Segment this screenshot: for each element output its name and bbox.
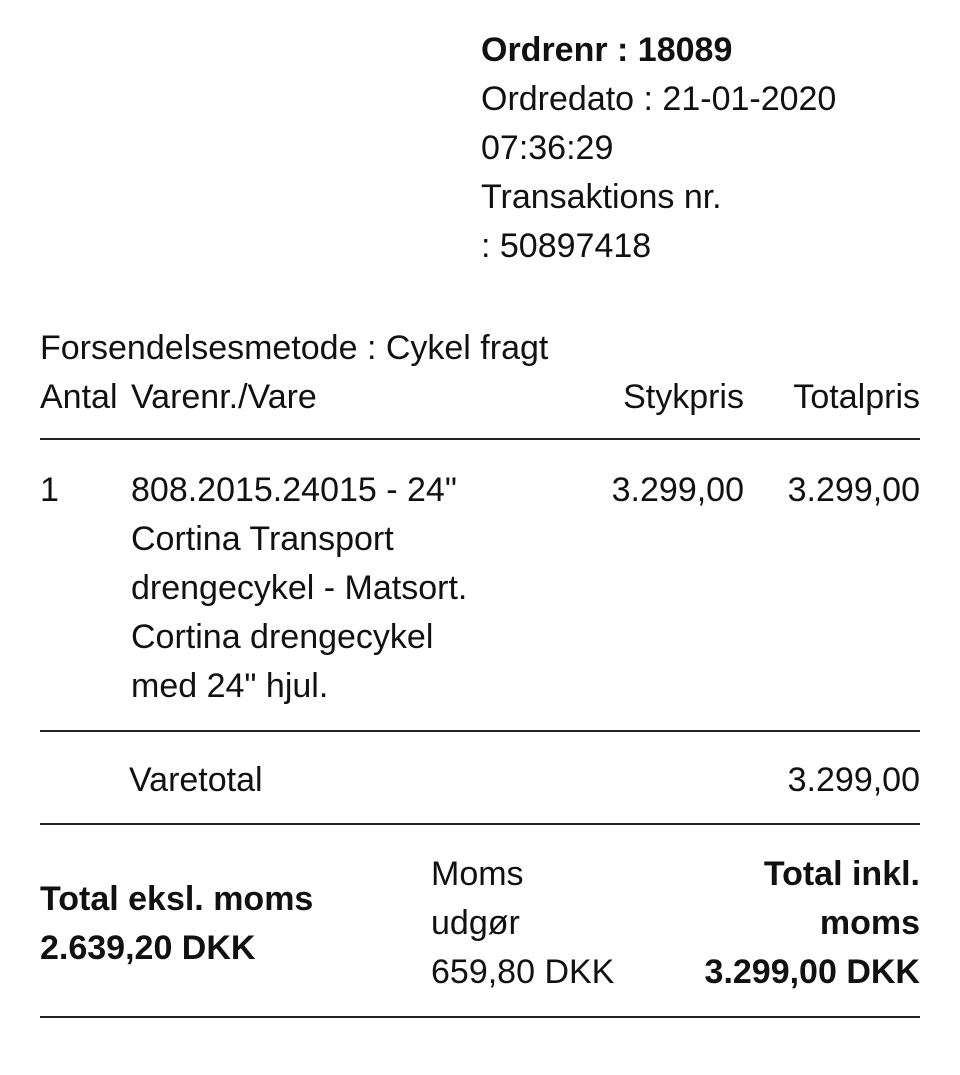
header-totalpris: Totalpris (793, 378, 920, 416)
table-row (40, 466, 920, 716)
total-incl-label-line2: moms (819, 904, 920, 942)
header-varenr: Varenr./Vare (131, 378, 317, 416)
varetotal-label: Varetotal (129, 761, 263, 799)
total-incl-value: 3.299,00 DKK (704, 953, 920, 991)
item-total-price: 3.299,00 (787, 471, 920, 509)
total-incl-label-line1: Total inkl. (763, 855, 920, 893)
order-date: Ordredato : 21-01-2020 (481, 80, 837, 118)
divider (40, 1016, 920, 1018)
item-quantity: 1 (40, 471, 59, 509)
divider (40, 730, 920, 732)
order-number: Ordrenr : 18089 (481, 31, 733, 69)
total-excl-value: 2.639,20 DKK (40, 929, 256, 967)
item-description-line: Cortina Transport (131, 520, 394, 558)
table-header (40, 373, 920, 422)
total-excl-label: Total eksl. moms (40, 880, 314, 918)
vat-label-line2: udgør (431, 904, 520, 942)
vat-value: 659,80 DKK (431, 953, 615, 991)
varetotal-row (40, 756, 920, 805)
item-description (131, 466, 561, 711)
item-description-line: drengecykel - Matsort. (131, 569, 468, 607)
transaction-label: Transaktions nr. (481, 178, 722, 216)
item-unit-price: 3.299,00 (611, 471, 744, 509)
vat-amount (431, 850, 614, 997)
item-description-line: Cortina drengecykel (131, 618, 434, 656)
item-description-line: med 24" hjul. (131, 667, 329, 705)
transaction-number: : 50897418 (481, 227, 652, 265)
varetotal-value: 3.299,00 (787, 761, 920, 799)
vat-label-line1: Moms (431, 855, 524, 893)
total-incl-vat (705, 850, 920, 997)
header-antal: Antal (40, 378, 118, 416)
shipping-method: Forsendelsesmetode : Cykel fragt (40, 329, 549, 367)
header-stykpris: Stykpris (623, 378, 744, 416)
divider (40, 823, 920, 825)
total-excl-vat (40, 875, 313, 973)
totals-row (40, 850, 920, 1000)
order-time: 07:36:29 (481, 129, 614, 167)
item-description-line: 808.2015.24015 - 24" (131, 471, 457, 509)
divider (40, 438, 920, 440)
order-info (481, 26, 836, 271)
